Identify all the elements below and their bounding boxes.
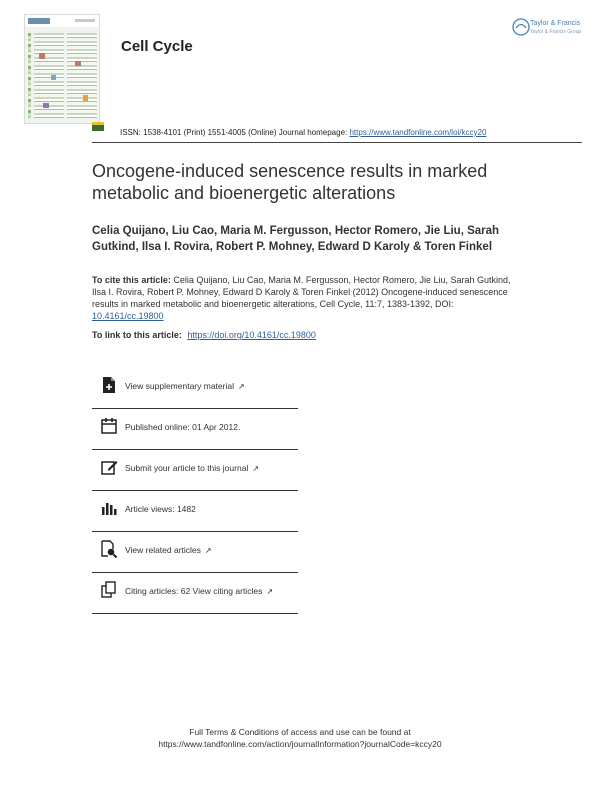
issn-line: [120, 128, 486, 137]
article-actions-list: [92, 368, 298, 614]
edit-icon: [100, 458, 118, 476]
calendar-icon: [100, 417, 118, 435]
journal-homepage-link[interactable]: https://www.tandfonline.com/loi/kccy20: [349, 128, 487, 137]
journal-name: Cell Cycle: [121, 38, 193, 55]
publisher-group: Taylor & Francis Group: [530, 29, 582, 35]
action-label: Submit your article to this journal: [125, 463, 249, 473]
footer-terms-link[interactable]: https://www.tandfonline.com/action/journalInformation?journalCode=kccy20: [158, 739, 442, 749]
footer-terms: [0, 726, 600, 750]
action-supplementary-material[interactable]: [92, 368, 298, 409]
link-label: To link to this article:: [92, 330, 185, 340]
journal-cover-thumbnail: [24, 14, 100, 124]
citation-block: [92, 274, 522, 322]
publisher-name: Taylor & Francis: [530, 20, 581, 27]
citation-label: To cite this article:: [92, 275, 171, 285]
article-url-link[interactable]: https://doi.org/10.4161/cc.19800: [187, 330, 316, 340]
document-plus-icon: [100, 376, 118, 394]
article-title: Oncogene-induced senescence results in marked metabolic and bioenergetic alterations: [92, 161, 488, 203]
action-article-views: [92, 491, 298, 532]
external-link-icon: ↗: [237, 382, 245, 391]
action-citing-articles[interactable]: [92, 573, 298, 614]
issn-text: ISSN: 1538-4101 (Print) 1551-4005 (Online) Journal homepage:: [120, 128, 350, 137]
search-document-icon: [100, 540, 118, 558]
external-link-icon: ↗: [204, 546, 212, 555]
action-label: Published online: 01 Apr 2012.: [125, 422, 241, 432]
footer-line: Full Terms & Conditions of access and use can be found at: [189, 727, 411, 737]
publisher-logo-text: [530, 20, 581, 36]
article-link-line: [92, 330, 316, 340]
action-published-online: [92, 409, 298, 450]
bar-chart-icon: [100, 499, 118, 517]
doi-link[interactable]: 10.4161/cc.19800: [92, 311, 164, 321]
article-authors: Celia Quijano, Liu Cao, Maria M. Fergusson, Hector Romero, Jie Liu, Sarah Gutkind, Ilsa I. Rovira, Robert P. Mohney, Edward D Karoly & Toren Finkel: [92, 225, 500, 253]
action-label: Citing articles: 62 View citing articles: [125, 586, 263, 596]
action-label: View related articles: [125, 545, 201, 555]
header-divider: [92, 142, 582, 143]
action-related-articles[interactable]: [92, 532, 298, 573]
citing-articles-icon: [100, 581, 118, 599]
external-link-icon: ↗: [266, 587, 274, 596]
action-label: Article views: 1482: [125, 504, 196, 514]
action-label: View supplementary material: [125, 381, 234, 391]
action-submit-article[interactable]: [92, 450, 298, 491]
citation-text: Celia Quijano, Liu Cao, Maria M. Fergusson, Hector Romero, Jie Liu, Sarah Gutkind, Ilsa I. Rovira, Robert P. Mohney, Edward D Karoly & Toren Finkel (2012) Oncogene-induced senescence results in marked metabolic and bioenergetic alterations, Cell Cycle, 11:7, 1383-1392, DOI:: [92, 275, 511, 309]
external-link-icon: ↗: [252, 464, 260, 473]
publisher-mark-icon: [92, 122, 104, 131]
